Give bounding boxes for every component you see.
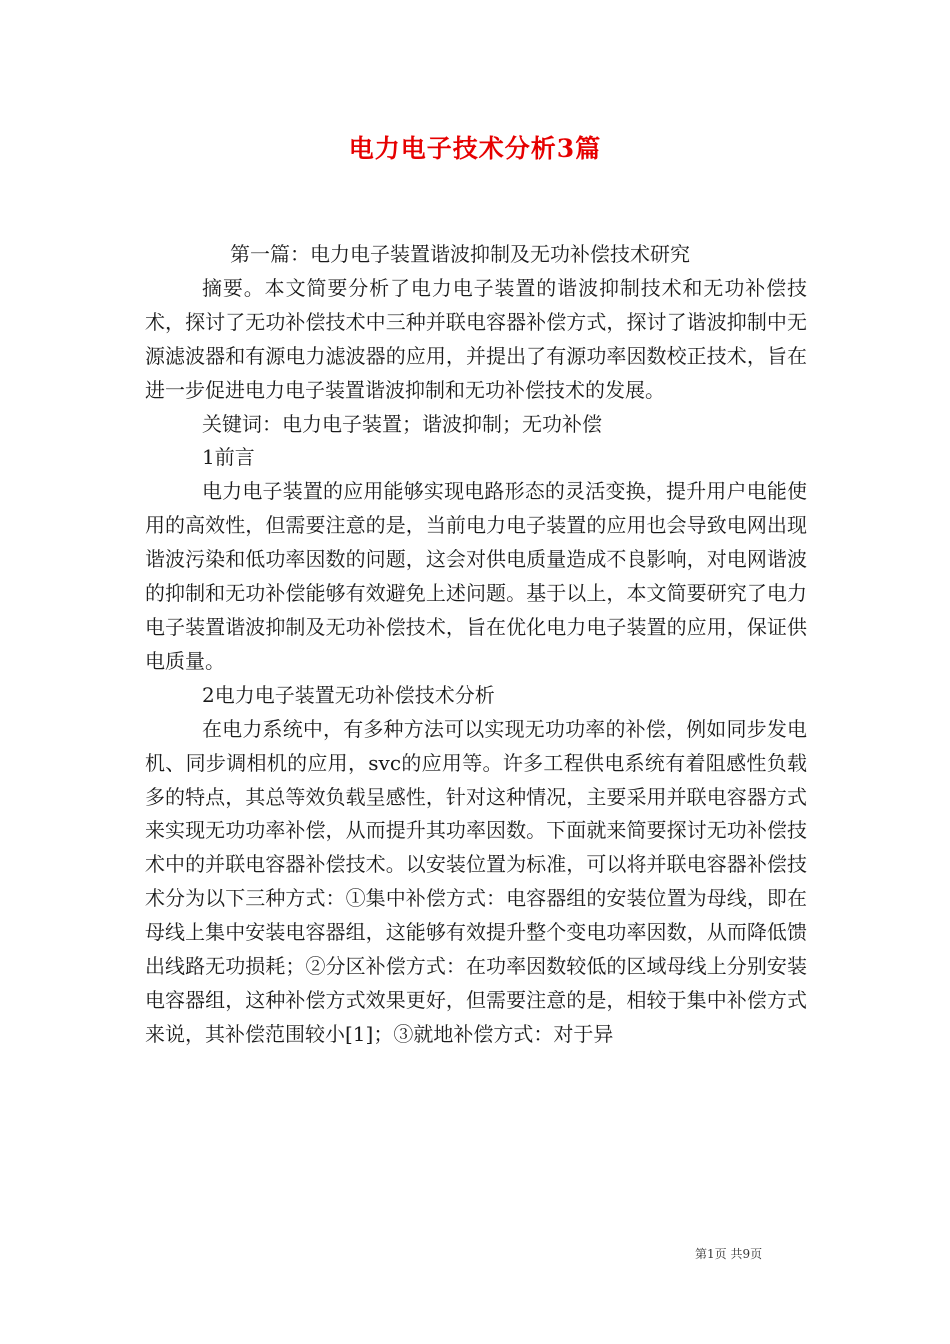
page-number-footer: 第1页 共9页 [695,1247,763,1261]
keywords-paragraph: 关键词：电力电子装置；谐波抑制；无功补偿 [202,411,602,436]
section-heading-preface: 1前言 [202,445,255,470]
reactive-compensation-paragraph: 在电力系统中，有多种方法可以实现无功功率的补偿，例如同步发电机、同步调相机的应用，svc的应用等。许多工程供电系统有着阻感性负载多的特点，其总等效负载呈感性，针对这种情况，主要采用并联电容器方式来实现无功功率补偿，从而提升其功率因数。下面就来简要探讨无功补偿技术中的并联电容器补偿技术。以安装位置为标准，可以将并联电容器补偿技术分为以下三种方式：①集中补偿方式：电容器组的安装位置为母线，即在母线上集中安装电容器组，这能够有效提升整个变电功率因数，从而降低馈出线路无功损耗；②分区补偿方式：在功率因数较低的区域母线上分别安装电容器组，这种补偿方式效果更好，但需要注意的是，相较于集中补偿方式来说，其补偿范围较小[1]；③就地补偿方式：对于异 [145,716,807,1046]
page-title: 电力电子技术分析3篇 [348,134,602,163]
section-heading-reactive-compensation: 2电力电子装置无功补偿技术分析 [202,682,495,707]
article-subtitle: 第一篇：电力电子装置谐波抑制及无功补偿技术研究 [230,242,690,266]
preface-paragraph: 电力电子装置的应用能够实现电路形态的灵活变换，提升用户电能使用的高效性，但需要注意的是，当前电力电子装置的应用也会导致电网出现谐波污染和低功率因数的问题，这会对供电质量造成不良影响，对电网谐波的抑制和无功补偿能够有效避免上述问题。基于以上，本文简要研究了电力电子装置谐波抑制及无功补偿技术，旨在优化电力电子装置的应用，保证供电质量。 [145,479,807,673]
document-body [145,238,807,1052]
abstract-paragraph: 摘要。本文简要分析了电力电子装置的谐波抑制技术和无功补偿技术，探讨了无功补偿技术中三种并联电容器补偿方式，探讨了谐波抑制中无源滤波器和有源电力滤波器的应用，并提出了有源功率因数校正技术，旨在进一步促进电力电子装置谐波抑制和无功补偿技术的发展。 [145,275,807,402]
